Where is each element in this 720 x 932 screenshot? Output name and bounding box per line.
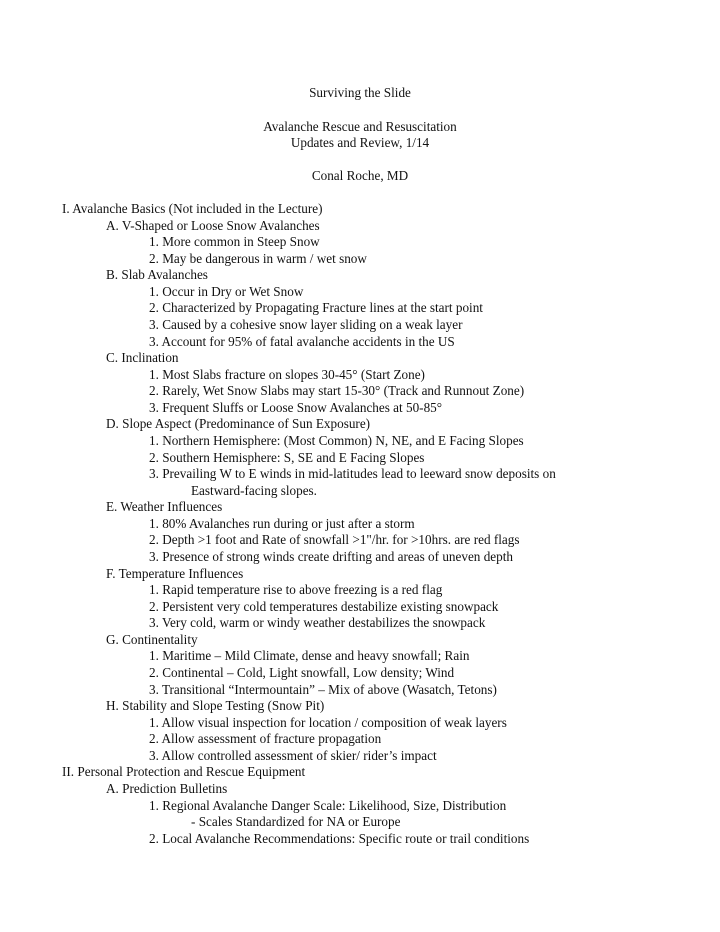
- subsection-heading: F. Temperature Influences: [106, 566, 244, 581]
- subsection-heading: A. Prediction Bulletins: [106, 781, 228, 796]
- outline-item: 2. Depth >1 foot and Rate of snowfall >1"/hr. for >10hrs. are red flags: [149, 532, 520, 547]
- outline-item: 1. Occur in Dry or Wet Snow: [149, 284, 304, 299]
- outline-item: 2. Rarely, Wet Snow Slabs may start 15-30° (Track and Runnout Zone): [149, 383, 525, 398]
- document-subtitle-date: Updates and Review, 1/14: [290, 135, 430, 150]
- document-title: Surviving the Slide: [309, 85, 411, 100]
- subsection-heading: G. Continentality: [106, 632, 198, 647]
- outline-item: 3. Presence of strong winds create drifting and areas of uneven depth: [149, 549, 513, 564]
- outline-subitem: - Scales Standardized for NA or Europe: [191, 814, 401, 829]
- subsection-heading: H. Stability and Slope Testing (Snow Pit): [106, 698, 325, 713]
- subsection-heading: D. Slope Aspect (Predominance of Sun Exposure): [106, 416, 371, 431]
- outline-item: 2. Persistent very cold temperatures destabilize existing snowpack: [149, 599, 499, 614]
- section-heading: II. Personal Protection and Rescue Equipment: [62, 764, 306, 779]
- outline-item: 3. Transitional “Intermountain” – Mix of above (Wasatch, Tetons): [149, 682, 497, 697]
- outline-item: 2. May be dangerous in warm / wet snow: [149, 251, 367, 266]
- outline-item: 1. Most Slabs fracture on slopes 30-45° (Start Zone): [149, 367, 425, 382]
- outline-item: 3. Account for 95% of fatal avalanche accidents in the US: [149, 334, 455, 349]
- subsection-heading: B. Slab Avalanches: [106, 267, 208, 282]
- document-author: Conal Roche, MD: [311, 168, 409, 183]
- outline-item: 3. Prevailing W to E winds in mid-latitudes lead to leeward snow deposits on: [149, 466, 556, 481]
- outline-item: 1. 80% Avalanches run during or just after a storm: [149, 516, 415, 531]
- outline-item: 1. More common in Steep Snow: [149, 234, 320, 249]
- outline-item: 2. Allow assessment of fracture propagation: [149, 731, 382, 746]
- outline-item: 2. Continental – Cold, Light snowfall, Low density; Wind: [149, 665, 455, 680]
- outline-item: 3. Frequent Sluffs or Loose Snow Avalanches at 50-85°: [149, 400, 443, 415]
- outline-item: 3. Caused by a cohesive snow layer sliding on a weak layer: [149, 317, 463, 332]
- outline-item: 1. Northern Hemisphere: (Most Common) N, NE, and E Facing Slopes: [149, 433, 524, 448]
- outline-item: 1. Rapid temperature rise to above freezing is a red flag: [149, 582, 443, 597]
- subsection-heading: E. Weather Influences: [106, 499, 223, 514]
- outline-item-continuation: Eastward-facing slopes.: [191, 483, 317, 498]
- outline-item: 2. Characterized by Propagating Fracture lines at the start point: [149, 300, 483, 315]
- outline-item: 2. Southern Hemisphere: S, SE and E Facing Slopes: [149, 450, 425, 465]
- subsection-heading: C. Inclination: [106, 350, 179, 365]
- outline-item: 1. Maritime – Mild Climate, dense and heavy snowfall; Rain: [149, 648, 470, 663]
- outline-item: 3. Very cold, warm or windy weather destabilizes the snowpack: [149, 615, 486, 630]
- section-heading: I. Avalanche Basics (Not included in the Lecture): [62, 201, 323, 216]
- outline-item: 3. Allow controlled assessment of skier/ rider’s impact: [149, 748, 437, 763]
- subsection-heading: A. V-Shaped or Loose Snow Avalanches: [106, 218, 320, 233]
- outline-item: 1. Allow visual inspection for location / composition of weak layers: [149, 715, 507, 730]
- document-subtitle: Avalanche Rescue and Resuscitation: [263, 119, 457, 134]
- outline-item: 1. Regional Avalanche Danger Scale: Likelihood, Size, Distribution: [149, 798, 507, 813]
- outline-item: 2. Local Avalanche Recommendations: Specific route or trail conditions: [149, 831, 530, 846]
